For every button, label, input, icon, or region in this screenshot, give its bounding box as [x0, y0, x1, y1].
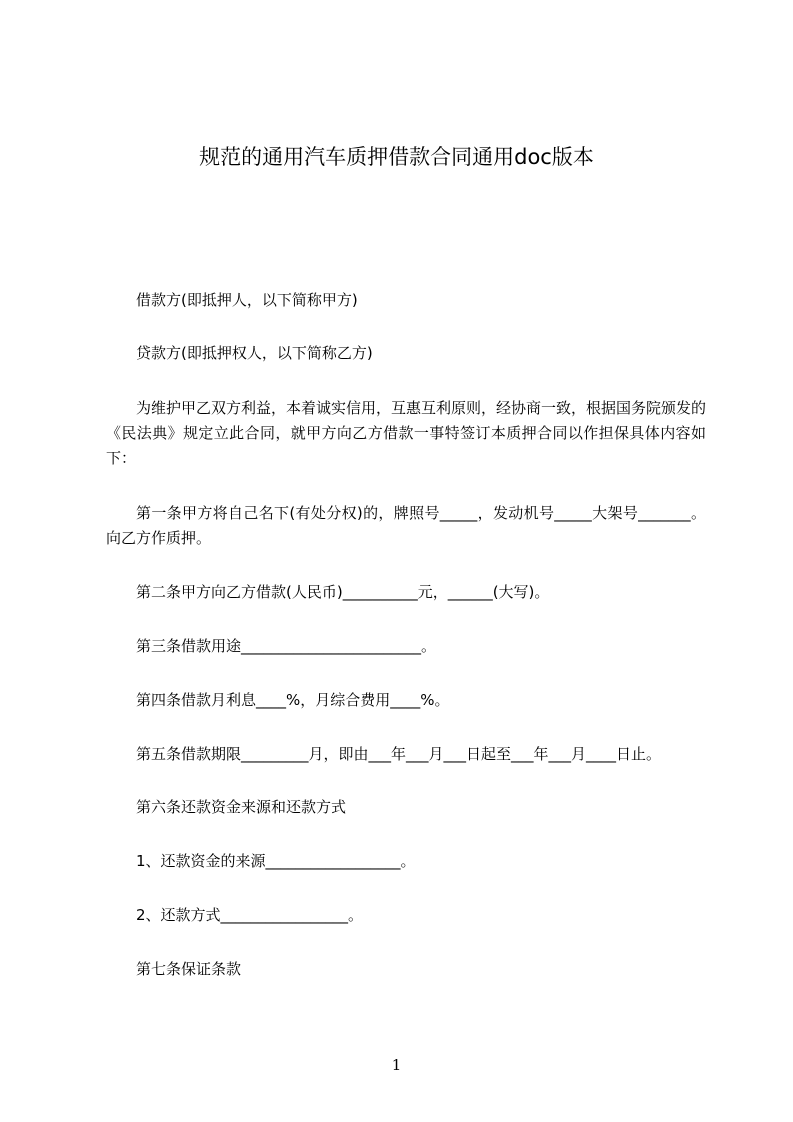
- paragraph-article-1: 第一条甲方将自己名下(有处分权)的，牌照号_____，发动机号_____大架号_______。向乙方作质押。: [106, 504, 706, 547]
- paragraph-item-2: 2、还款方式_________________。: [136, 906, 364, 924]
- paragraph-article-2: 第二条甲方向乙方借款(人民币)__________元，______(大写)。: [136, 583, 550, 601]
- paragraph-article-5: 第五条借款期限_________月，即由___年___月___日起至___年___月____日止。: [136, 745, 662, 763]
- paragraph-lender: 贷款方(即抵押权人，以下简称乙方): [136, 344, 373, 362]
- paragraph-article-7: 第七条保证条款: [136, 960, 242, 978]
- paragraph-article-6: 第六条还款资金来源和还款方式: [136, 798, 347, 816]
- paragraph-borrower: 借款方(即抵押人，以下简称甲方): [136, 291, 358, 309]
- paragraph-item-1: 1、还款资金的来源__________________。: [136, 852, 416, 870]
- page-number: 1: [391, 1056, 402, 1074]
- paragraph-preamble: 为维护甲乙双方利益，本着诚实信用，互惠互利原则，经协商一致，根据国务院颁发的《民法典》规定立此合同，就甲方向乙方借款一事特签订本质押合同以作担保具体内容如下：: [106, 399, 707, 467]
- paragraph-article-3: 第三条借款用途________________________。: [136, 637, 437, 655]
- document-title: 规范的通用汽车质押借款合同通用doc版本: [199, 145, 594, 169]
- paragraph-article-4: 第四条借款月利息____%，月综合费用____%。: [136, 691, 450, 709]
